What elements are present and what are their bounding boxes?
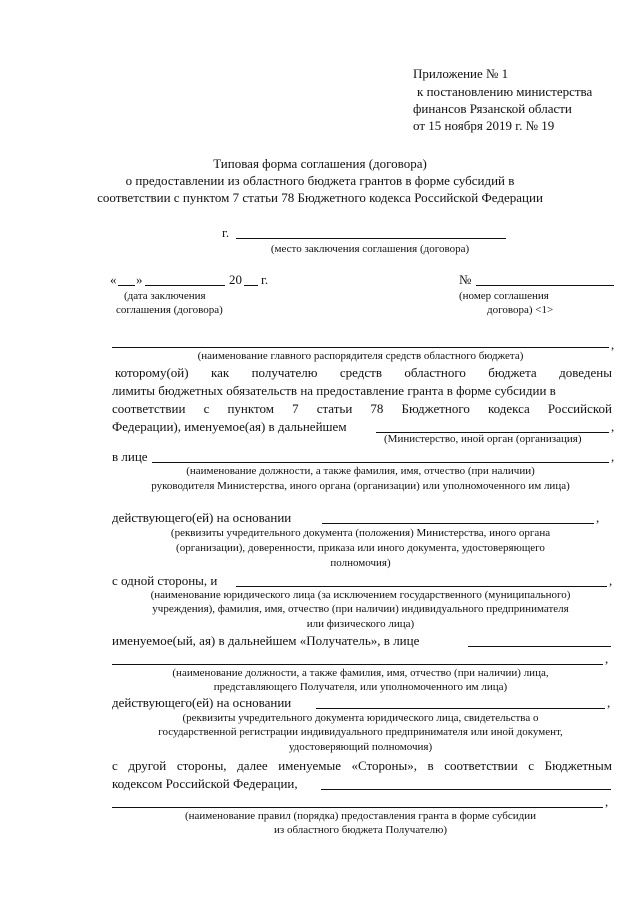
basis2-comma: , xyxy=(607,695,611,710)
word: доведены xyxy=(559,365,612,380)
word: как xyxy=(210,365,230,380)
date-year-suffix: г. xyxy=(261,272,269,287)
word: областного xyxy=(404,365,466,380)
word: получателю xyxy=(251,365,318,380)
appendix-line-1: Приложение № 1 xyxy=(413,66,509,81)
word: 78 xyxy=(370,401,384,416)
basis1-comma: , xyxy=(596,510,600,525)
recipient-blank-2[interactable] xyxy=(112,664,603,665)
date-year: 20 xyxy=(229,272,242,287)
word: кодекса xyxy=(487,401,530,416)
basis2-caption-1: (реквизиты учредительного документа юридического лица, свидетельства о xyxy=(182,712,539,724)
grantor-comma: , xyxy=(611,337,615,352)
person-blank[interactable] xyxy=(152,462,609,463)
place-blank[interactable] xyxy=(236,238,506,239)
parties-line-2: кодексом Российской Федерации, xyxy=(112,776,298,791)
basis1-prefix: действующего(ей) на основании xyxy=(112,510,292,525)
date-quote-close: » xyxy=(136,272,143,287)
basis2-caption-3: удостоверяющий полномочия) xyxy=(288,741,433,753)
parties-blank-2[interactable] xyxy=(112,807,603,808)
date-caption-2: соглашения (договора) xyxy=(116,304,223,316)
date-caption-1: (дата заключения xyxy=(124,290,206,302)
word: Бюджетным xyxy=(544,758,612,773)
side1-blank[interactable] xyxy=(236,586,607,587)
word: Российской xyxy=(547,401,612,416)
word: другой xyxy=(128,758,167,773)
person-comma: , xyxy=(611,449,615,464)
basis2-caption-2: государственной регистрации индивидуального предпринимателя или иной документ, xyxy=(158,726,563,738)
parties-blank-1[interactable] xyxy=(321,789,611,790)
appendix-line-4: от 15 ноября 2019 г. № 19 xyxy=(413,118,555,133)
side1-prefix: с одной стороны, и xyxy=(112,573,218,588)
appendix-line-3: финансов Рязанской области xyxy=(413,101,572,116)
number-sign: № xyxy=(459,272,472,287)
word: стороны, xyxy=(176,758,227,773)
date-day-blank[interactable] xyxy=(118,285,135,286)
number-blank[interactable] xyxy=(476,285,614,286)
side1-comma: , xyxy=(609,573,613,588)
number-caption-2: договора) <1> xyxy=(487,304,554,316)
date-year-blank[interactable] xyxy=(244,285,258,286)
word: в xyxy=(427,758,434,773)
person-prefix: в лице xyxy=(112,449,148,464)
recipient-comma: , xyxy=(605,651,609,666)
grantor-line-4: Федерации), именуемое(ая) в дальнейшем xyxy=(112,419,347,434)
number-caption-1: (номер соглашения xyxy=(459,290,549,302)
word: соответствии xyxy=(444,758,518,773)
word: пунктом xyxy=(227,401,274,416)
word: которому(ой) xyxy=(115,365,189,380)
basis1-caption-1: (реквизиты учредительного документа (положения) Министерства, иного органа xyxy=(170,527,551,539)
recipient-caption-1: (наименование должности, а также фамилия, имя, отчество (при наличии) лица, xyxy=(172,667,549,679)
word: бюджета xyxy=(488,365,537,380)
title-line-3: соответствии с пунктом 7 статьи 78 Бюджетного кодекса Российской Федерации xyxy=(97,190,543,205)
word: с xyxy=(528,758,535,773)
word: статьи xyxy=(316,401,353,416)
grantor-line-2: лимиты бюджетных обязательств на предоставление гранта в форме субсидии в xyxy=(112,383,556,398)
word: средств xyxy=(339,365,382,380)
grantor-short-caption: (Министерство, иной орган (организация) xyxy=(384,433,582,445)
appendix-line-2: к постановлению министерства xyxy=(417,84,593,99)
place-prefix: г. xyxy=(222,225,230,240)
grantor-line-3 xyxy=(112,402,612,415)
date-quote-open: « xyxy=(110,272,117,287)
title-line-2: о предоставлении из областного бюджета грантов в форме субсидий в xyxy=(125,173,515,188)
word: с xyxy=(203,401,210,416)
recipient-caption-2: представляющего Получателя, или уполномоченного им лица) xyxy=(213,681,508,693)
basis1-caption-3: полномочия) xyxy=(330,557,391,569)
word: 7 xyxy=(292,401,299,416)
side1-caption-3: или физического лица) xyxy=(306,618,415,630)
date-month-blank[interactable] xyxy=(145,285,225,286)
grantor-caption: (наименование главного распорядителя средств областного бюджета) xyxy=(197,350,524,362)
grantor-short-comma: , xyxy=(611,419,615,434)
parties-caption-2: из областного бюджета Получателю) xyxy=(274,824,447,836)
word: «Стороны», xyxy=(351,758,417,773)
parties-caption-1: (наименование правил (порядка) предоставления гранта в форме субсидии xyxy=(184,810,537,822)
word: с xyxy=(112,758,118,773)
grantor-blank[interactable] xyxy=(112,347,609,348)
place-caption: (место заключения соглашения (договора) xyxy=(270,243,470,255)
side1-caption-2: учреждения), фамилия, имя, отчество (при наличии) индивидуального предпринимателя xyxy=(152,603,569,615)
basis2-prefix: действующего(ей) на основании xyxy=(112,695,292,710)
word: далее xyxy=(237,758,268,773)
word: Бюджетного xyxy=(401,401,470,416)
title-line-1: Типовая форма соглашения (договора) xyxy=(213,156,427,171)
basis1-caption-2: (организации), доверенности, приказа или иного документа, удостоверяющего xyxy=(176,542,545,554)
recipient-line: именуемое(ый, ая) в дальнейшем «Получатель», в лице xyxy=(112,633,420,648)
word: именуемые xyxy=(278,758,341,773)
basis2-blank[interactable] xyxy=(316,708,605,709)
side1-caption-1: (наименование юридического лица (за исключением государственного (муниципального) xyxy=(150,589,571,601)
basis1-blank[interactable] xyxy=(322,523,594,524)
word: соответствии xyxy=(112,401,186,416)
person-caption-1: (наименование должности, а также фамилия, имя, отчество (при наличии) xyxy=(186,465,535,477)
recipient-blank-1[interactable] xyxy=(468,646,611,647)
parties-line-1 xyxy=(112,759,612,772)
parties-comma: , xyxy=(605,794,609,809)
grantor-line-1 xyxy=(115,366,612,379)
person-caption-2: руководителя Министерства, иного органа (организации) или уполномоченного им лица) xyxy=(151,480,570,492)
